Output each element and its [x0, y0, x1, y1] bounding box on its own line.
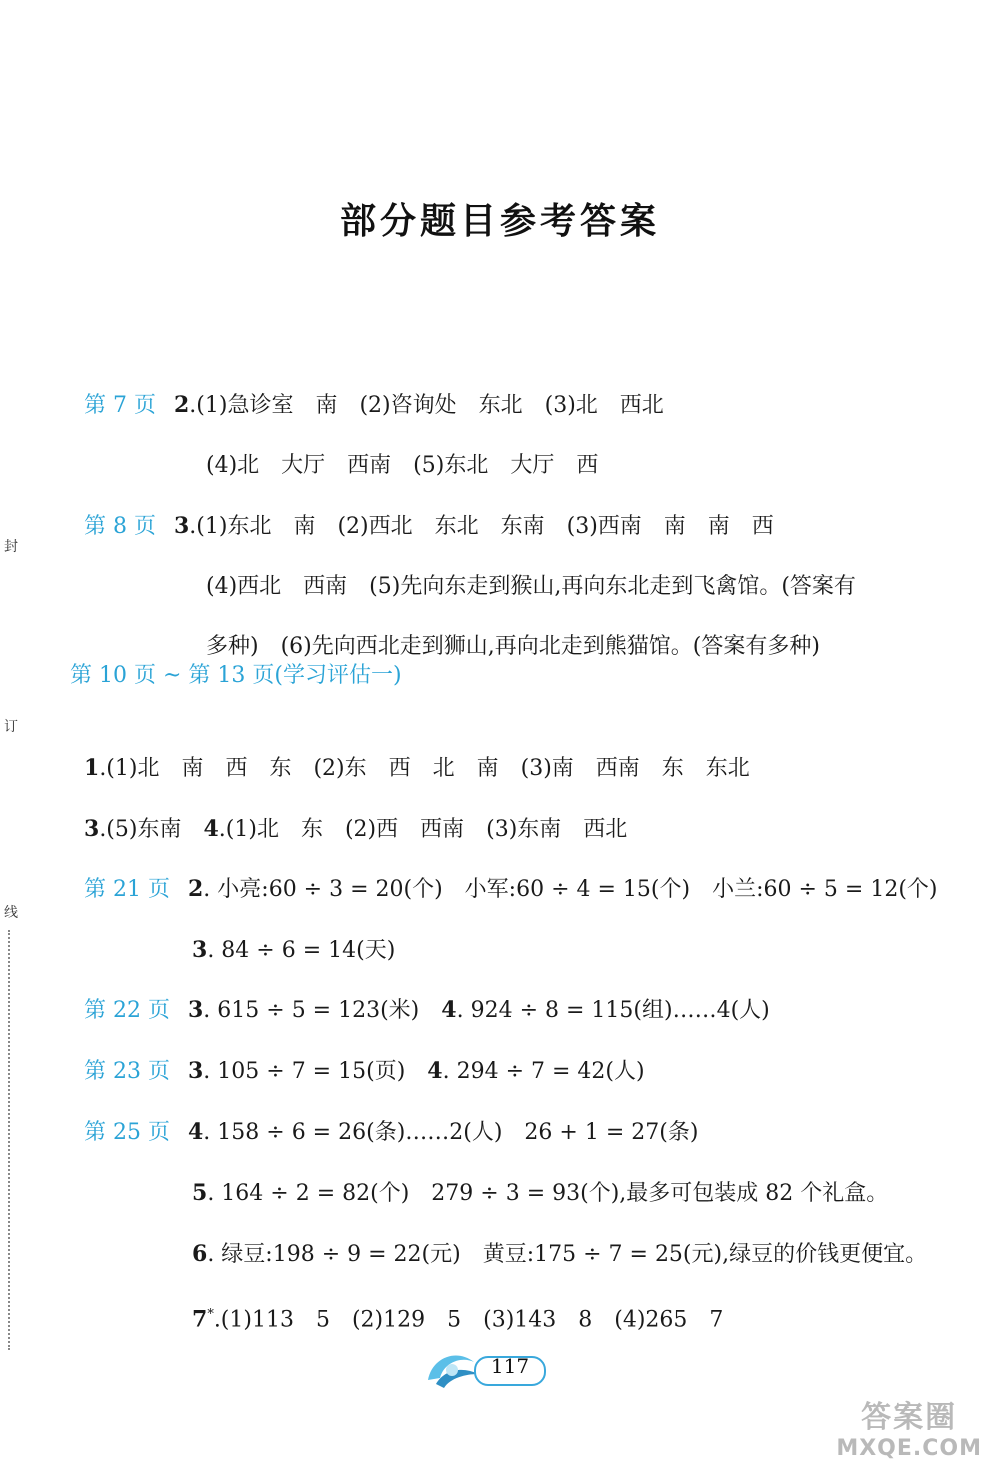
question-number: 6: [192, 1241, 208, 1267]
page-label: 第 7 页: [84, 393, 156, 418]
answer-text: . 84 ÷ 6 = 14(天): [207, 938, 396, 963]
answer-line: [70, 1084, 698, 1149]
answer-line: [70, 841, 938, 906]
answer-text: . 158 ÷ 6 = 26(条)……2(人) 26 + 1 = 27(条): [203, 1120, 699, 1145]
page-label: 第 8 页: [84, 514, 156, 539]
question-number: 4: [187, 1119, 204, 1145]
question-number: 3: [187, 1058, 204, 1084]
answer-text: . 164 ÷ 2 = 82(个) 279 ÷ 3 = 93(个),最多可包装成 82 个礼盒。: [207, 1181, 889, 1206]
answer-line: [70, 962, 770, 1027]
binding-mark-line: 线: [4, 905, 18, 921]
question-number: 4: [203, 816, 219, 842]
page-label: 第 21 页: [84, 877, 170, 902]
optional-mark: *: [207, 1307, 214, 1322]
answer-line: [70, 478, 774, 543]
binding-mark-seal: 封: [4, 539, 18, 555]
watermark-url: MXQE.COM: [836, 1436, 982, 1461]
answer-line: [178, 1206, 927, 1271]
question-number: 1: [84, 755, 100, 781]
decorative-swirl-icon: [422, 1340, 482, 1392]
answer-text: (4)西北 西南 (5)先向东走到猴山,再向东北走到飞禽馆。(答案有: [206, 574, 856, 599]
answer-text: .(1)北 南 西 东 (2)东 西 北 南 (3)南 西南 东 东北: [99, 756, 750, 781]
answer-line: [70, 357, 664, 422]
answer-text: . 小亮:60 ÷ 3 = 20(个) 小军:60 ÷ 4 = 15(个) 小兰:60 ÷ 5 = 12(个): [203, 877, 938, 902]
question-number: 2: [187, 876, 204, 902]
answer-line: [192, 418, 598, 482]
section-heading: 第 10 页 ~ 第 13 页(学习评估一): [70, 663, 402, 688]
question-number: 3: [192, 937, 208, 963]
question-number: 2: [173, 392, 190, 418]
question-number: 3: [187, 997, 204, 1023]
cut-line: [8, 930, 12, 1350]
binding-mark-bind: 订: [4, 719, 18, 735]
answer-line: [178, 1145, 888, 1210]
page-title: 部分题目参考答案: [339, 201, 660, 242]
answer-text: . 105 ÷ 7 = 15(页): [203, 1059, 428, 1084]
answer-text: . 294 ÷ 7 = 42(人): [442, 1059, 645, 1084]
question-number: 7: [192, 1306, 208, 1333]
answer-line: [70, 781, 627, 846]
answer-line: [192, 539, 856, 603]
answer-text: .(5)东南: [99, 817, 204, 842]
question-number: 4: [441, 997, 457, 1023]
answer-line: [178, 902, 395, 967]
watermark-logo: 答案圈: [861, 1400, 958, 1435]
answer-text: .(1)北 东 (2)西 西南 (3)东南 西北: [218, 817, 628, 842]
page-label: 第 25 页: [84, 1120, 170, 1145]
question-number: 4: [427, 1058, 443, 1084]
answer-line: [192, 599, 820, 663]
question-number: 5: [192, 1180, 208, 1206]
answer-text: . 615 ÷ 5 = 123(米): [203, 998, 442, 1023]
answer-text: . 924 ÷ 8 = 115(组)……4(人): [456, 998, 770, 1023]
answer-text: (4)北 大厅 西南 (5)东北 大厅 西: [206, 453, 599, 478]
answer-text: 多种) (6)先向西北走到狮山,再向北走到熊猫馆。(答案有多种): [206, 634, 820, 659]
answer-text: . 绿豆:198 ÷ 9 = 22(元) 黄豆:175 ÷ 7 = 25(元),绿豆的价钱更便宜。: [207, 1242, 928, 1267]
page-number-badge: [422, 1340, 532, 1392]
answer-text: .(1)东北 南 (2)西北 东北 东南 (3)西南 南 南 西: [189, 514, 774, 539]
answer-text: .(1)急诊室 南 (2)咨询处 东北 (3)北 西北: [189, 393, 664, 418]
question-number: 3: [84, 816, 100, 842]
page-number: 117: [490, 1354, 530, 1378]
page-label: 第 23 页: [84, 1059, 170, 1084]
answer-line: [70, 1023, 645, 1088]
question-number: 3: [173, 513, 190, 539]
answer-line: [178, 1267, 723, 1336]
answer-text: .(1)113 5 (2)129 5 (3)143 8 (4)265 7: [213, 1307, 724, 1333]
watermark: [836, 1392, 982, 1461]
page-label: 第 22 页: [84, 998, 170, 1023]
answer-line: [70, 720, 750, 785]
